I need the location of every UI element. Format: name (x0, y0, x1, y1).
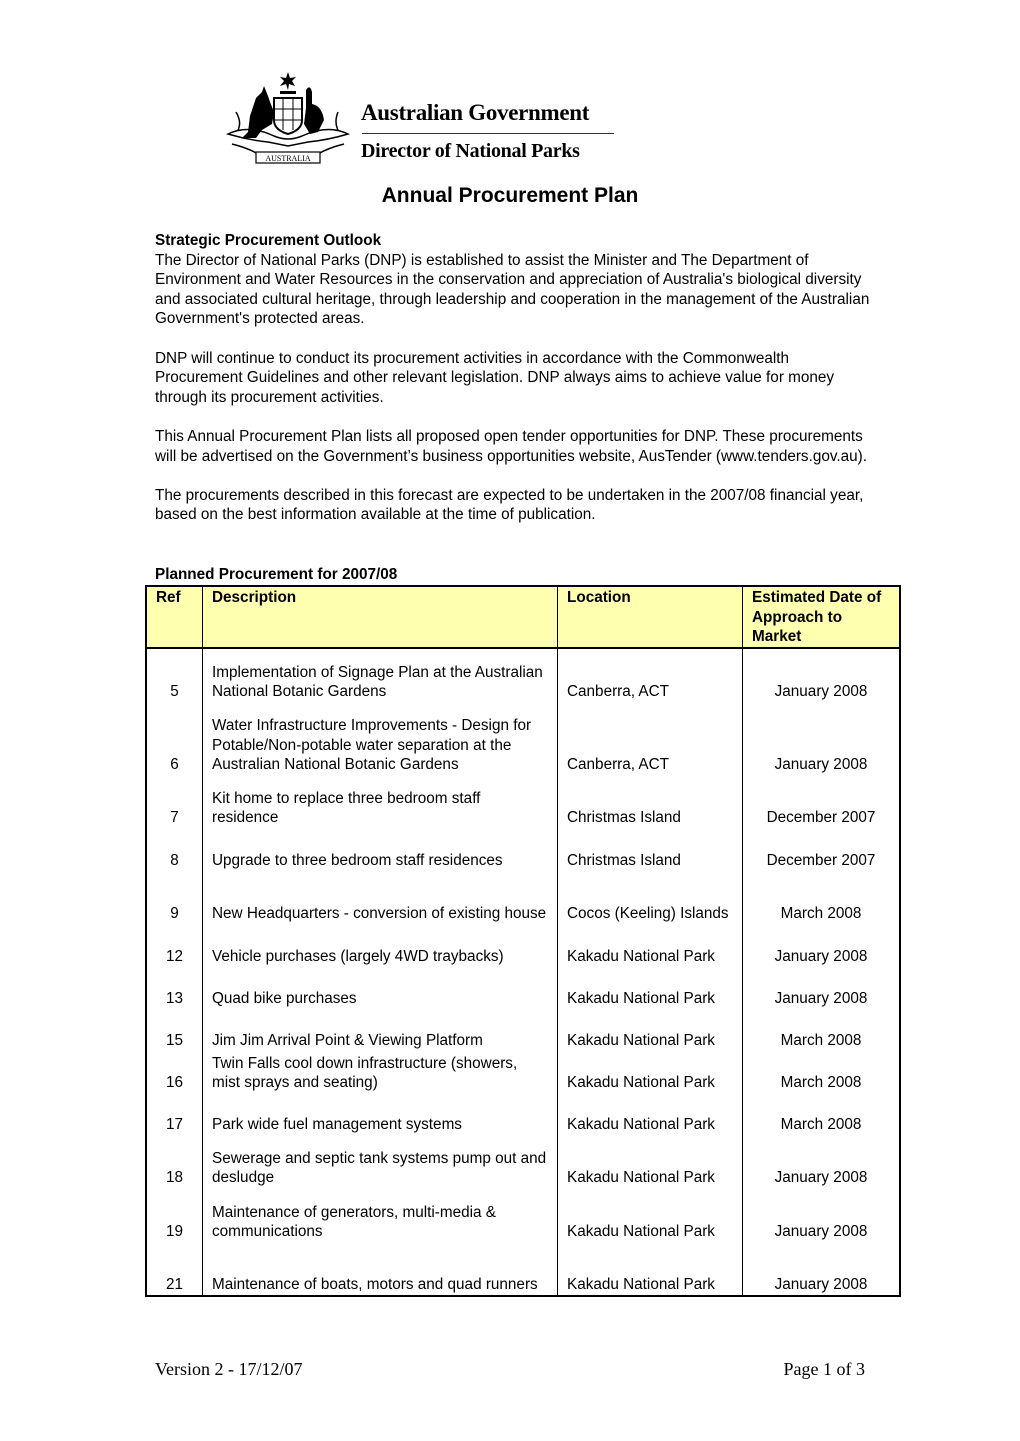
cell-date: March 2008 (743, 1009, 901, 1051)
cell-date: January 2008 (743, 648, 901, 702)
column-header-location: Location (558, 586, 743, 648)
table-row (146, 967, 900, 1009)
cell-location: Canberra, ACT (558, 702, 743, 775)
cell-description: Twin Falls cool down infrastructure (showers, mist sprays and seating) (203, 1051, 558, 1093)
cell-description: Implementation of Signage Plan at the Australian National Botanic Gardens (203, 648, 558, 702)
cell-ref: 6 (146, 702, 203, 775)
cell-ref: 5 (146, 648, 203, 702)
table-row (146, 775, 900, 828)
cell-date: March 2008 (743, 871, 901, 924)
org-subtitle: Director of National Parks (361, 140, 580, 162)
section-heading: Strategic Procurement Outlook (155, 232, 382, 249)
cell-description: Park wide fuel management systems (203, 1093, 558, 1135)
cell-description: Kit home to replace three bedroom staff residence (203, 775, 558, 828)
cell-ref: 7 (146, 775, 203, 828)
table-row (146, 1188, 900, 1242)
cell-description: Vehicle purchases (largely 4WD traybacks) (203, 924, 558, 967)
column-header-ref: Ref (146, 586, 203, 648)
cell-date: January 2008 (743, 967, 901, 1009)
cell-ref: 9 (146, 871, 203, 924)
cell-date: January 2008 (743, 1135, 901, 1188)
table-row (146, 702, 900, 775)
cell-date: March 2008 (743, 1051, 901, 1093)
cell-location: Kakadu National Park (558, 1009, 743, 1051)
cell-location: Kakadu National Park (558, 1188, 743, 1242)
cell-description: Upgrade to three bedroom staff residences (203, 828, 558, 871)
cell-date: March 2008 (743, 1093, 901, 1135)
header-logo (218, 68, 618, 173)
cell-date: December 2007 (743, 828, 901, 871)
cell-description: Maintenance of generators, multi-media & communications (203, 1188, 558, 1242)
footer-version: Version 2 - 17/12/07 (155, 1359, 303, 1379)
cell-ref: 18 (146, 1135, 203, 1188)
paragraph-2: DNP will continue to conduct its procurement activities in accordance with the Commonwealth Procurement Guidelines and other relevant legislation. DNP always aims to achieve value for money through its procurement activities. (155, 349, 835, 406)
cell-description: Jim Jim Arrival Point & Viewing Platform (203, 1009, 558, 1051)
cell-location: Kakadu National Park (558, 1242, 743, 1296)
procurement-table (145, 585, 901, 1297)
cell-location: Canberra, ACT (558, 648, 743, 702)
table-row (146, 1242, 900, 1296)
org-name: Australian Government (361, 100, 590, 125)
coat-of-arms-icon (218, 68, 358, 173)
cell-location: Kakadu National Park (558, 1093, 743, 1135)
table-row (146, 1051, 900, 1093)
cell-description: New Headquarters - conversion of existing house (203, 871, 558, 924)
paragraph-4: The procurements described in this forecast are expected to be undertaken in the 2007/08 financial year, based on the best information available at the time of publication. (155, 486, 864, 524)
org-divider (362, 133, 614, 134)
paragraph-3: This Annual Procurement Plan lists all proposed open tender opportunities for DNP. These procurements will be advertised on the Government’s business opportunities website, AusTender (www.tenders.gov.au). (155, 427, 867, 465)
table-row (146, 871, 900, 924)
table-row (146, 1135, 900, 1188)
table-row (146, 924, 900, 967)
cell-ref: 21 (146, 1242, 203, 1296)
cell-ref: 17 (146, 1093, 203, 1135)
cell-description: Quad bike purchases (203, 967, 558, 1009)
cell-date: January 2008 (743, 702, 901, 775)
cell-location: Kakadu National Park (558, 967, 743, 1009)
paragraph-1 (155, 231, 875, 329)
cell-description: Maintenance of boats, motors and quad runners (203, 1242, 558, 1296)
column-header-date: Estimated Date of Approach to Market (743, 586, 901, 648)
table-row (146, 1093, 900, 1135)
cell-location: Kakadu National Park (558, 1051, 743, 1093)
paragraph-text: The Director of National Parks (DNP) is established to assist the Minister and The Department of Environment and Water Resources in the conservation and appreciation of Australia's biological diversity and associated cultural heritage, through leadership and cooperation in the management of the Australian Government's protected areas. (155, 251, 870, 328)
cell-location: Christmas Island (558, 775, 743, 828)
table-header-row (146, 586, 900, 648)
column-header-description: Description (203, 586, 558, 648)
table-row (146, 1009, 900, 1051)
cell-ref: 16 (146, 1051, 203, 1093)
cell-ref: 13 (146, 967, 203, 1009)
table-caption: Planned Procurement for 2007/08 (155, 566, 398, 583)
page-title: Annual Procurement Plan (381, 184, 639, 207)
cell-description: Sewerage and septic tank systems pump out and desludge (203, 1135, 558, 1188)
table-row (146, 828, 900, 871)
svg-text:AUSTRALIA: AUSTRALIA (265, 154, 311, 163)
footer-page-number: Page 1 of 3 (783, 1359, 865, 1379)
cell-location: Kakadu National Park (558, 1135, 743, 1188)
cell-date: January 2008 (743, 1242, 901, 1296)
cell-location: Christmas Island (558, 828, 743, 871)
cell-ref: 19 (146, 1188, 203, 1242)
intro-section (155, 231, 875, 545)
cell-date: January 2008 (743, 1188, 901, 1242)
cell-description: Water Infrastructure Improvements - Design for Potable/Non-potable water separation at the Australian National Botanic Gardens (203, 702, 558, 775)
cell-ref: 15 (146, 1009, 203, 1051)
cell-location: Kakadu National Park (558, 924, 743, 967)
cell-location: Cocos (Keeling) Islands (558, 871, 743, 924)
table-row (146, 648, 900, 702)
cell-ref: 8 (146, 828, 203, 871)
cell-ref: 12 (146, 924, 203, 967)
cell-date: December 2007 (743, 775, 901, 828)
cell-date: January 2008 (743, 924, 901, 967)
